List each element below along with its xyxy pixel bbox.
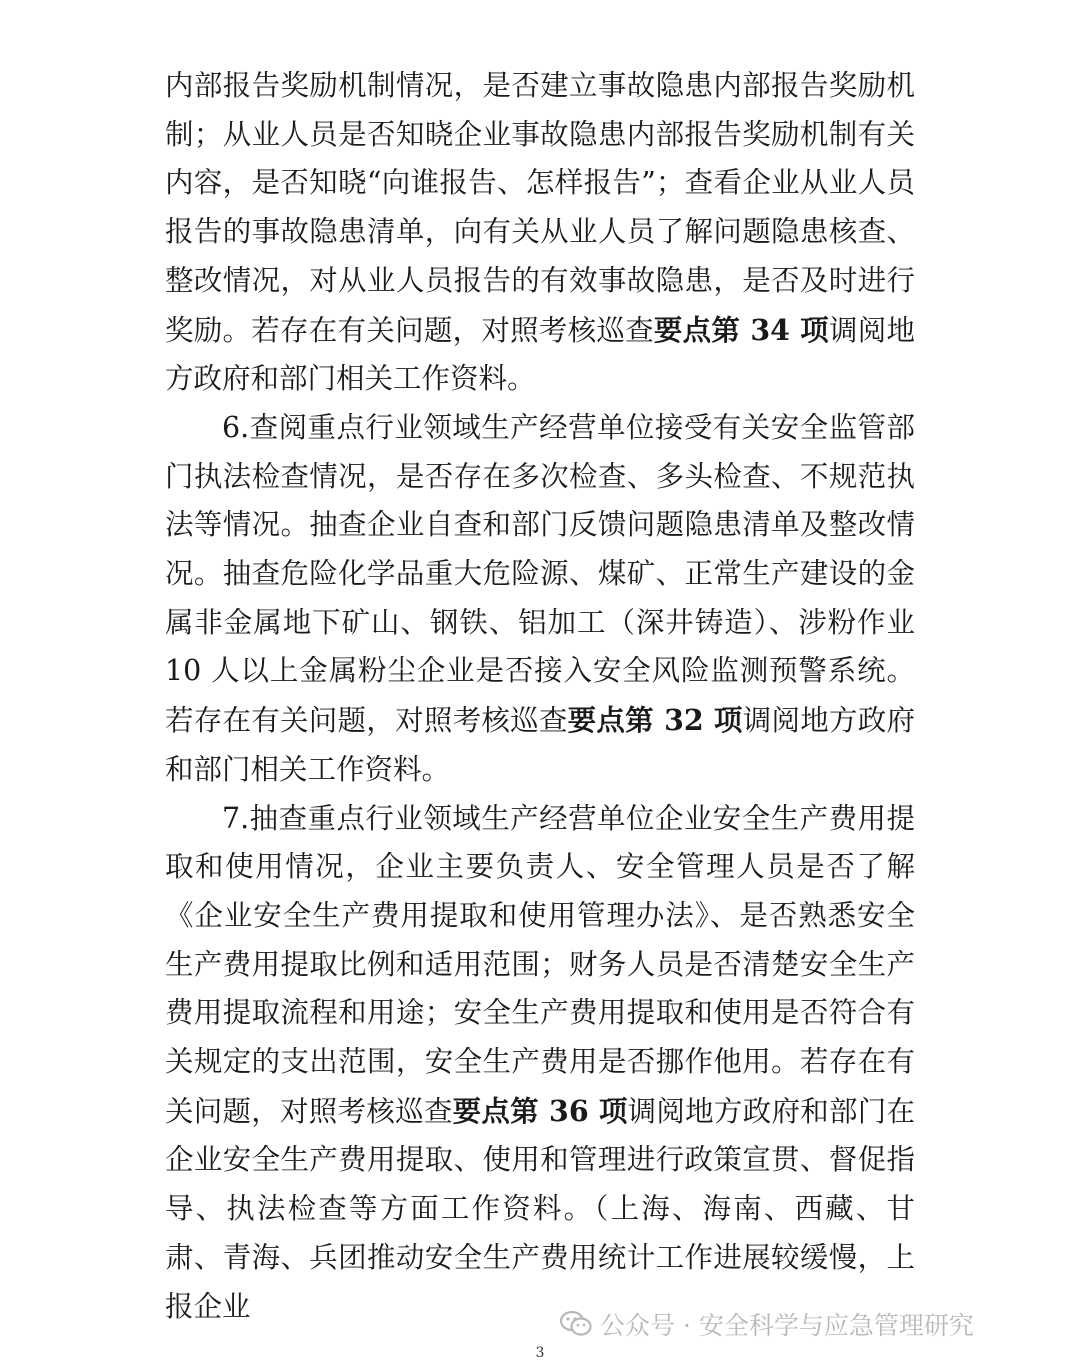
page-number: 3 — [535, 1345, 545, 1361]
paragraph — [165, 795, 915, 1332]
watermark-text: 公众号 · 安全科学与应急管理研究 — [600, 1311, 974, 1340]
bold-reference: 要点第 34 项 — [653, 312, 829, 347]
paragraph-text: 7.抽查重点行业领域生产经营单位企业安全生产费用提取和使用情况，企业主要负责人、安全管理人员是否了解《企业安全生产费用提取和使用管理办法》、是否熟悉安全生产费用提取比例和适用范围；财务人员是否清楚安全生产费用提取流程和用途；安全生产费用提取和使用是否符合有关规定的支出范围，安全生产费用是否挪作他用。若存在有关问题，对照考核巡查 — [165, 801, 915, 1128]
paragraph — [165, 404, 915, 795]
wechat-icon — [560, 1311, 592, 1337]
paragraph — [165, 62, 915, 404]
paragraph-text: 内部报告奖励机制情况，是否建立事故隐患内部报告奖励机制；从业人员是否知晓企业事故隐患内部报告奖励机制有关内容，是否知晓“向谁报告、怎样报告”；查看企业从业人员报告的事故隐患清单，向有关从业人员了解问题隐患核查、整改情况，对从业人员报告的有效事故隐患，是否及时进行奖励。若存在有关问题，对照考核巡查 — [165, 69, 915, 347]
paragraph-text: 调阅地方政府和部门相关工作资料。 — [165, 704, 915, 786]
paragraph-text: 调阅地方政府和部门相关工作资料。 — [165, 313, 915, 396]
paragraph-text: 调阅地方政府和部门在企业安全生产费用提取、使用和管理进行政策宣贯、督促指导、执法检查等方面工作资料。（上海、海南、西藏、甘肃、青海、兵团推动安全生产费用统计工作进展较缓慢，上报企业 — [165, 1094, 915, 1323]
bold-reference: 要点第 36 项 — [452, 1093, 628, 1128]
paragraph-text: 6.查阅重点行业领域生产经营单位接受有关安全监管部门执法检查情况，是否存在多次检查、多头检查、不规范执法等情况。抽查企业自查和部门反馈问题隐患清单及整改情况。抽查危险化学品重大危险源、煤矿、正常生产建设的金属非金属地下矿山、钢铁、铝加工（深井铸造）、涉粉作业 10 人以上金属粉尘企业是否接入安全风险监测预警系统。若存在有关问题，对照考核巡查 — [165, 410, 915, 738]
document-body — [165, 62, 915, 1331]
watermark — [560, 1306, 974, 1342]
bold-reference: 要点第 32 项 — [567, 703, 743, 738]
